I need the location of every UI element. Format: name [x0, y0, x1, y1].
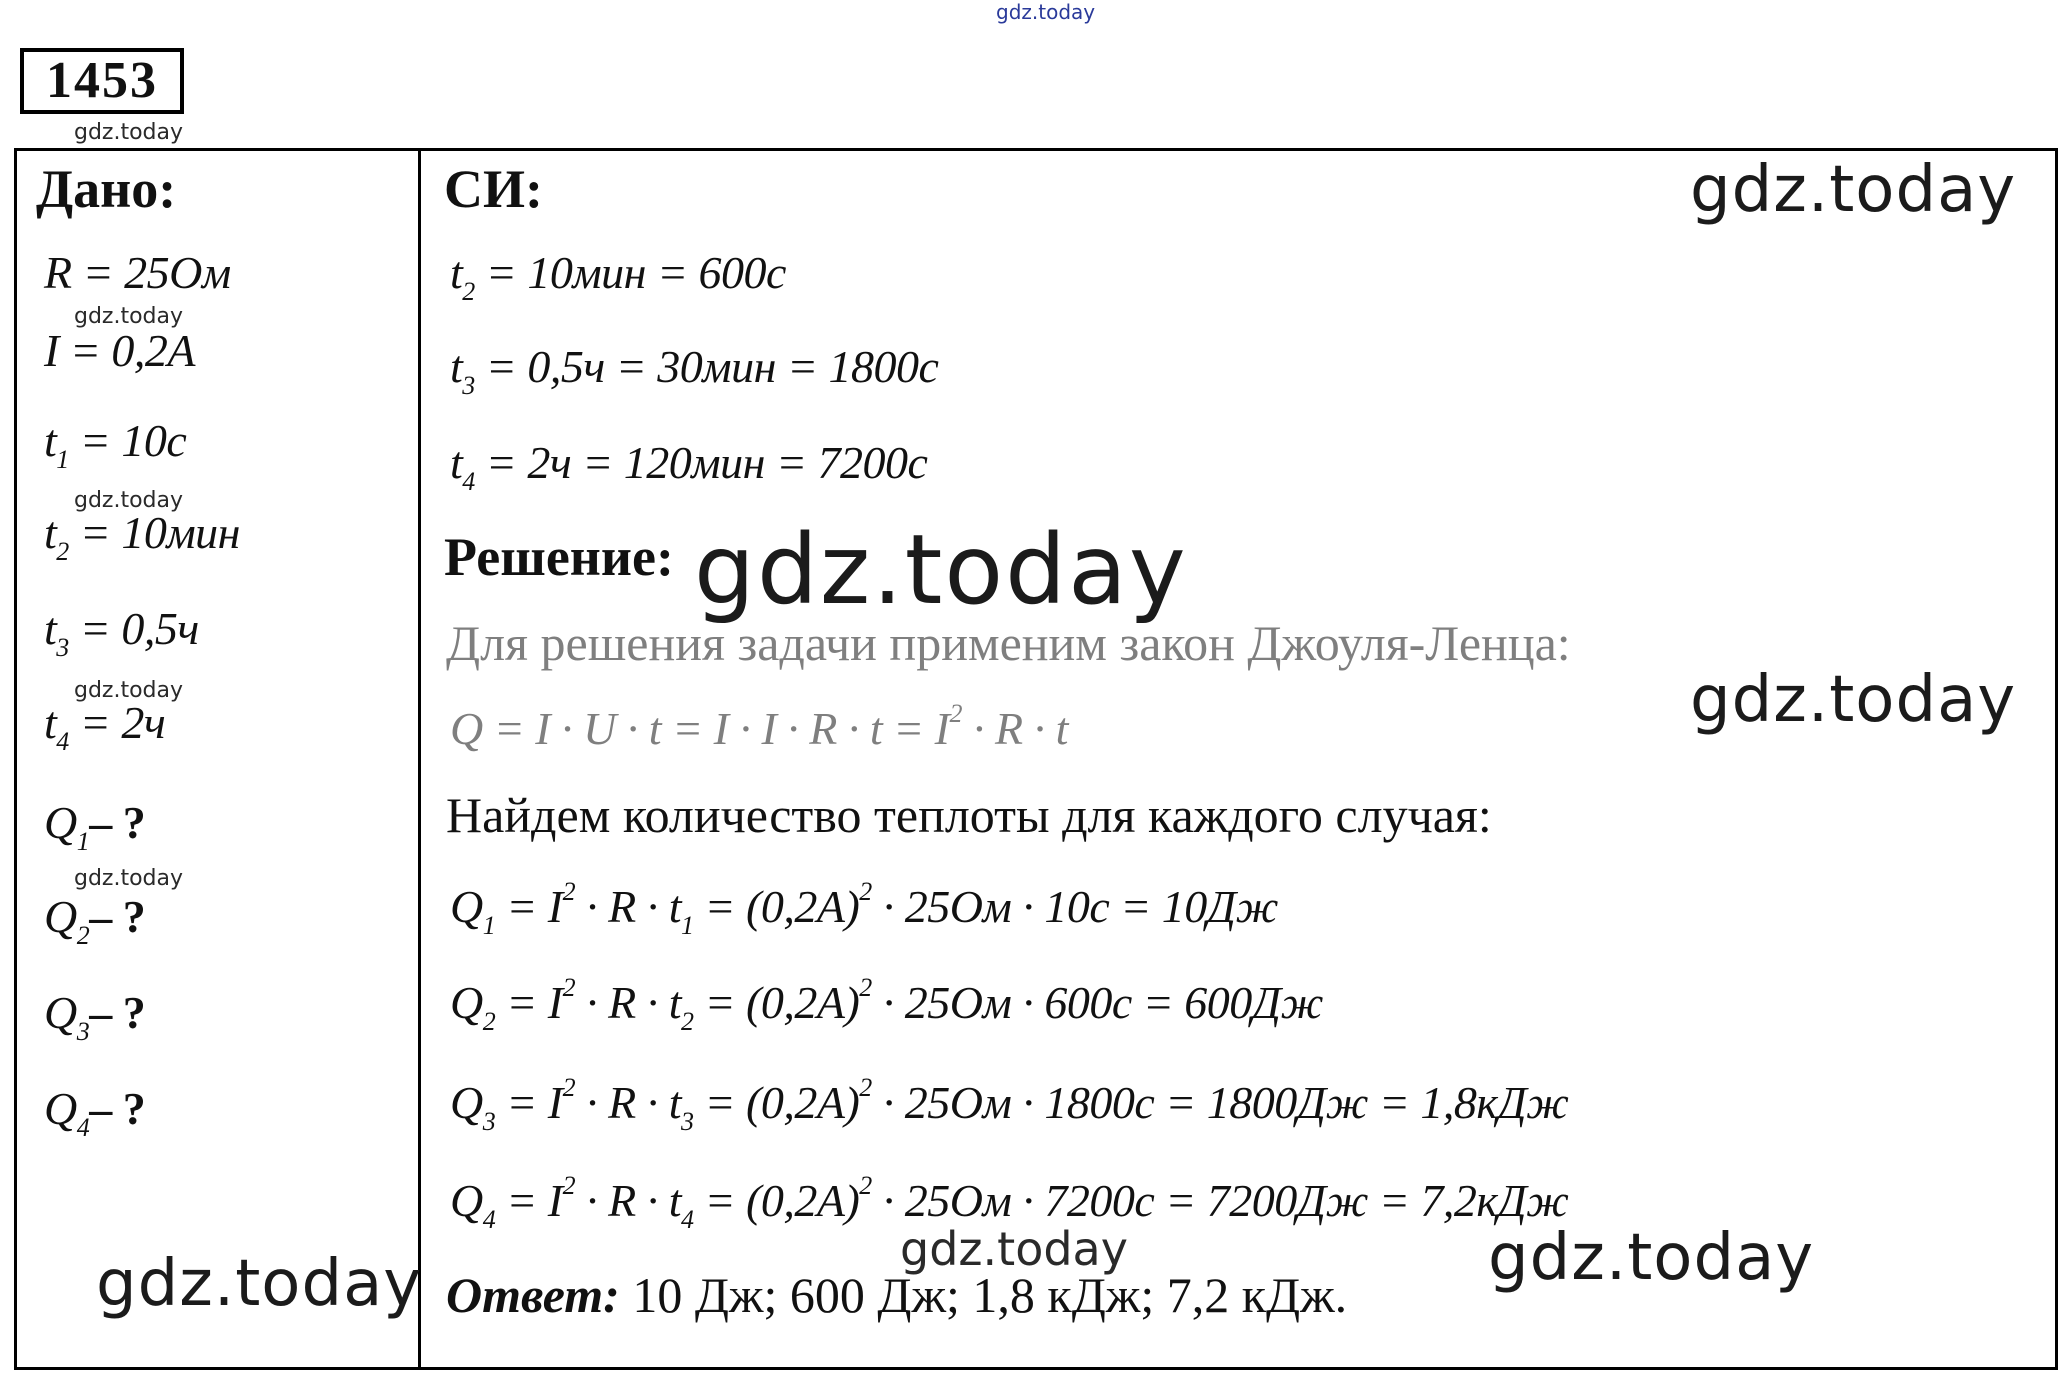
calc-q3: $Q_3 = I^2 \cdot R \cdot t_3 = (0,2A)^2 \cdot 25Ом \cdot 1800с = 1800Дж = 1,8кДж$	[450, 1073, 1569, 1136]
si-t4: $t_4 = 2ч = 120мин = 7200с$	[450, 437, 928, 496]
problem-number: 1453	[20, 48, 184, 114]
given-t2: $t_2 = 10мин$	[44, 507, 240, 566]
watermark-large: gdz.today	[96, 1247, 423, 1321]
watermark-medium: gdz.today	[900, 1222, 1128, 1276]
given-t4: $t_4 = 2ч$	[44, 697, 166, 756]
watermark-top: gdz.today	[996, 0, 1096, 24]
solution-header: Решение:	[444, 527, 674, 587]
watermark-large: gdz.today	[1690, 153, 2017, 227]
joule-lenz-law: $Q = I \cdot U \cdot t = I \cdot I \cdot R \cdot t = I^2 \cdot R \cdot t$	[450, 699, 1068, 754]
si-t3: $t_3 = 0,5ч = 30мин = 1800с$	[450, 341, 939, 400]
given-t3: $t_3 = 0,5ч$	[44, 603, 199, 662]
unknown-q4: $Q_4-$ ?	[44, 1083, 146, 1142]
given-header: Дано:	[36, 159, 177, 219]
unknown-q1: $Q_1-$ ?	[44, 797, 146, 856]
calc-q2: $Q_2 = I^2 \cdot R \cdot t_2 = (0,2A)^2 \cdot 25Ом \cdot 600с = 600Дж$	[450, 973, 1323, 1036]
calc-q1: $Q_1 = I^2 \cdot R \cdot t_1 = (0,2A)^2 \cdot 25Ом \cdot 10с = 10Дж$	[450, 877, 1278, 940]
calc-q4: $Q_4 = I^2 \cdot R \cdot t_4 = (0,2A)^2 \cdot 25Ом \cdot 7200с = 7200Дж = 7,2кДж$	[450, 1171, 1569, 1234]
column-divider	[418, 148, 421, 1370]
solution-intro: Для решения задачи применим закон Джоуля-Ленца:	[446, 615, 1571, 671]
given-resistance: R = 25Ом	[44, 247, 231, 298]
unknown-q3: $Q_3-$ ?	[44, 987, 146, 1046]
watermark-center: gdz.today	[694, 514, 1188, 626]
watermark-small: gdz.today	[74, 866, 184, 891]
watermark-small: gdz.today	[74, 488, 184, 513]
unknown-q2: $Q_2-$ ?	[44, 891, 146, 950]
si-t2: $t_2 = 10мин = 600с$	[450, 247, 786, 306]
answer: Ответ: 10 Дж; 600 Дж; 1,8 кДж; 7,2 кДж.	[446, 1267, 1348, 1323]
watermark-small: gdz.today	[74, 678, 184, 703]
given-current: I = 0,2A	[44, 325, 195, 376]
given-t1: $t_1 = 10с$	[44, 415, 187, 474]
find-heat-text: Найдем количество теплоты для каждого случая:	[446, 787, 1492, 843]
si-header: СИ:	[444, 159, 543, 219]
watermark-large: gdz.today	[1690, 663, 2017, 737]
watermark-small: gdz.today	[74, 304, 184, 329]
watermark-small: gdz.today	[74, 120, 184, 145]
watermark-large: gdz.today	[1488, 1221, 1815, 1295]
